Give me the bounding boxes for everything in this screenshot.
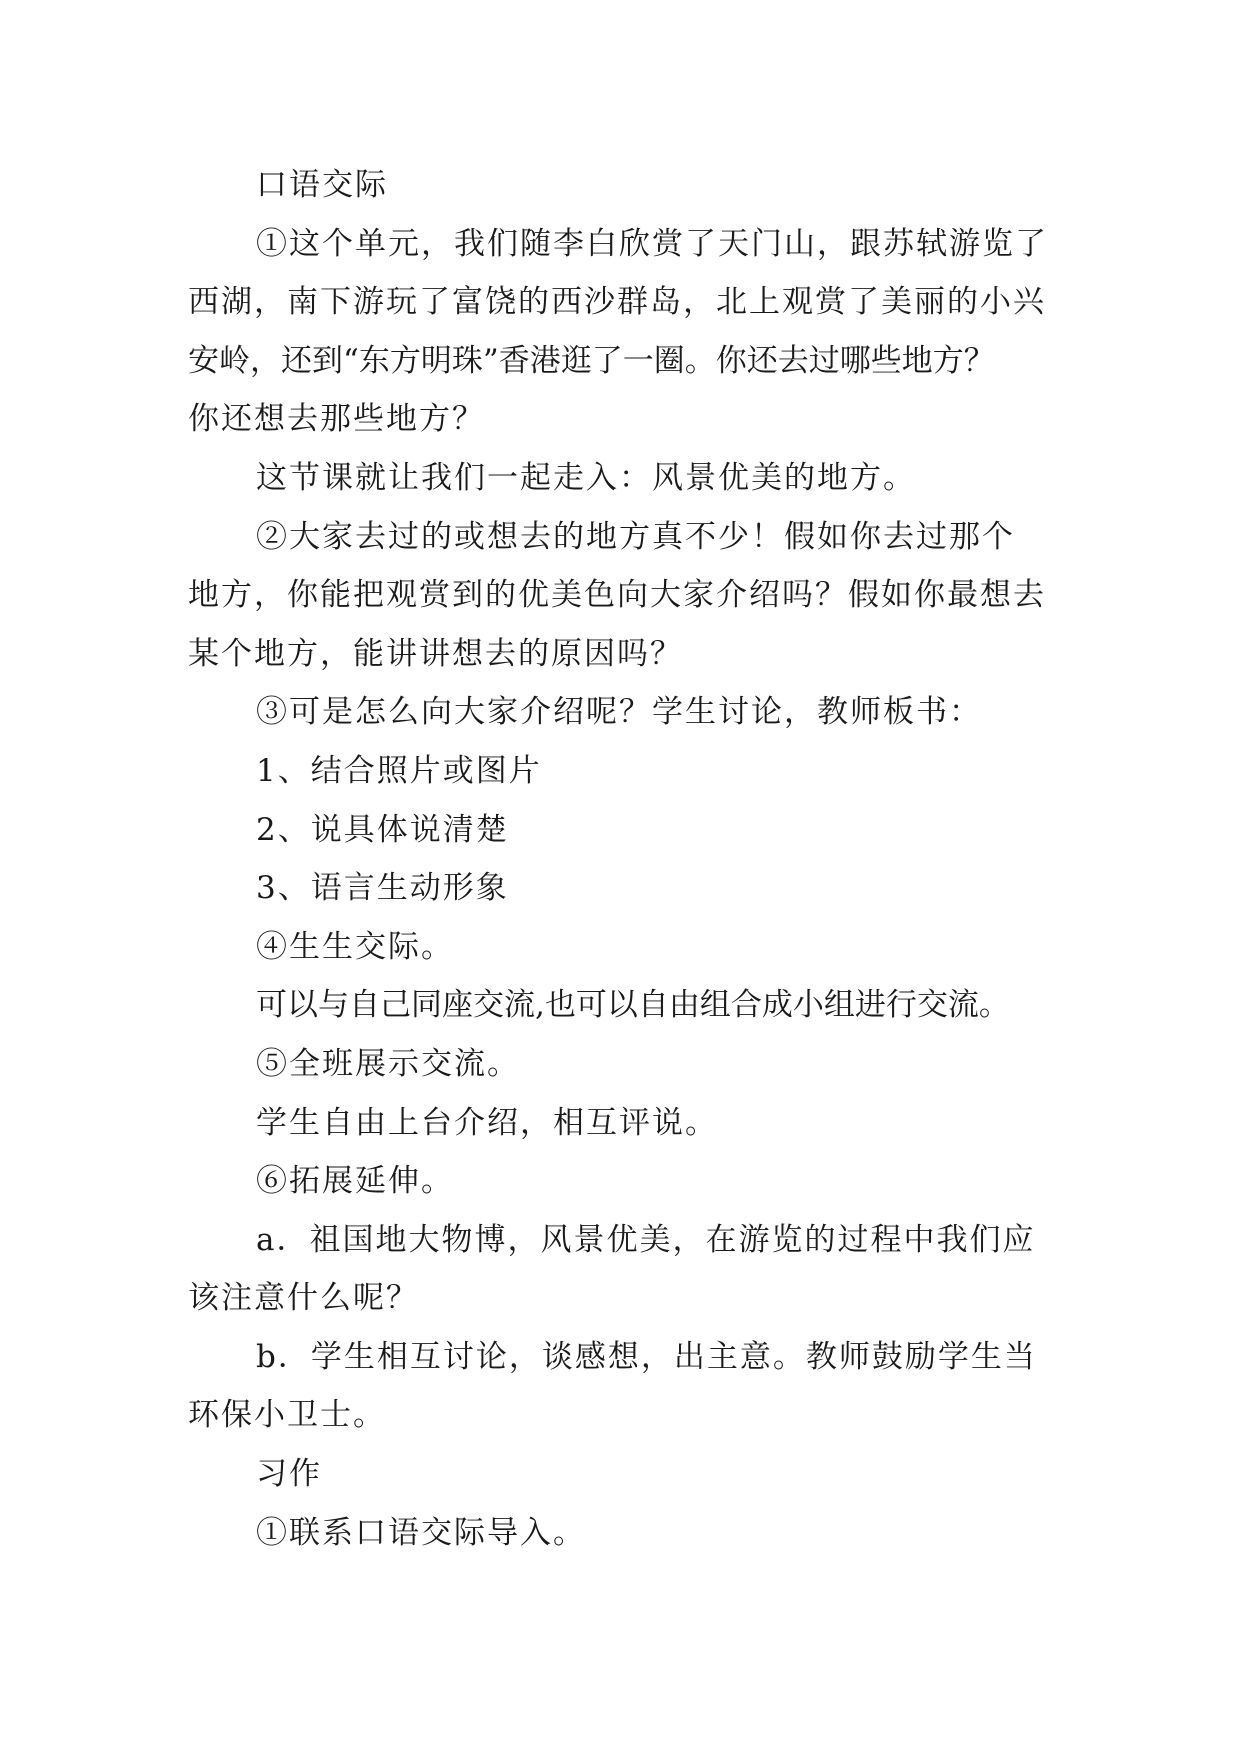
list-item: 3、语言生动形象	[256, 870, 509, 907]
list-item: 2、说具体说清楚	[256, 811, 509, 848]
paragraph-line: 环保小卫士。	[188, 1397, 386, 1434]
paragraph-line: 安岭，还到“东方明珠”香港逛了一圈。你还去过哪些地方？	[188, 342, 995, 379]
paragraph-line: ⑤全班展示交流。	[256, 1045, 520, 1082]
paragraph-line: ①这个单元，我们随李白欣赏了天门山，跟苏轼游览了	[256, 225, 1048, 262]
paragraph-line: ④生生交际。	[256, 928, 454, 965]
document-body	[188, 156, 1054, 1562]
paragraph-line: b．学生相互讨论，谈感想，出主意。教师鼓励学生当	[256, 1338, 1037, 1375]
paragraph-line: 学生自由上台介绍，相互评说。	[256, 1104, 718, 1141]
section-heading-composition: 习作	[256, 1456, 322, 1493]
paragraph-line: ⑥拓展延伸。	[256, 1163, 454, 1200]
paragraph-line: 某个地方，能讲讲想去的原因吗？	[188, 635, 683, 672]
paragraph-line: 地方，你能把观赏到的优美色向大家介绍吗？假如你最想去	[188, 577, 1046, 614]
paragraph-line: a．祖国地大物博，风景优美，在游览的过程中我们应	[256, 1221, 1036, 1258]
paragraph-line: 该注意什么呢？	[188, 1280, 419, 1317]
paragraph-line: 可以与自己同座交流,也可以自由组合成小组进行交流。	[256, 987, 1010, 1024]
paragraph-line: ①联系口语交际导入。	[256, 1514, 586, 1551]
paragraph-line: ②大家去过的或想去的地方真不少！假如你去过那个	[256, 518, 1015, 555]
paragraph-line: 这节课就让我们一起走入：风景优美的地方。	[256, 459, 916, 496]
paragraph-line: 西湖，南下游玩了富饶的西沙群岛，北上观赏了美丽的小兴	[188, 284, 1046, 321]
paragraph-line: 你还想去那些地方？	[188, 401, 485, 438]
list-item: 1、结合照片或图片	[256, 752, 542, 789]
section-heading-oral-communication: 口语交际	[256, 167, 388, 203]
paragraph-line: ③可是怎么向大家介绍呢？学生讨论，教师板书：	[256, 694, 982, 731]
